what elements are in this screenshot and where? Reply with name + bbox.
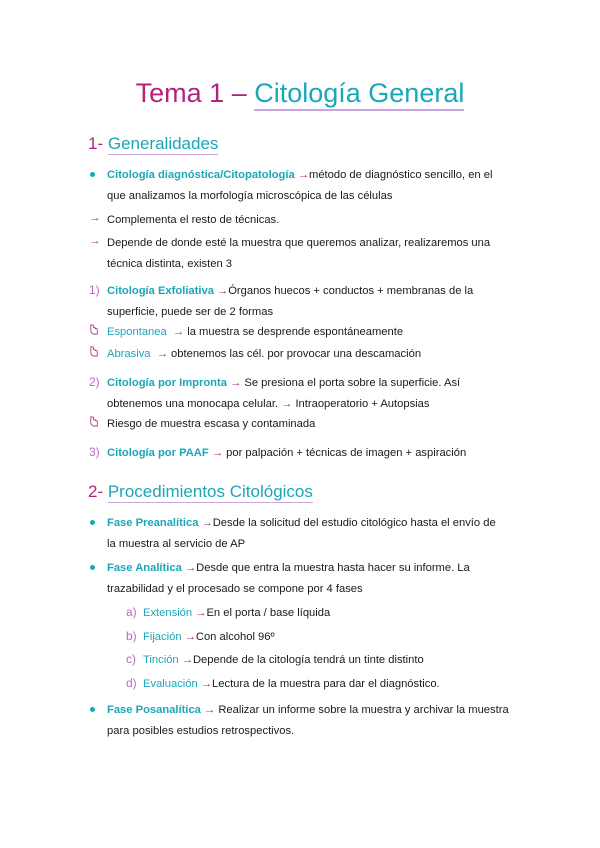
step-extension: Extensión →En el porta / base líquida [143,607,331,619]
arrow-icon: → [200,678,213,690]
hand-pointing-icon [89,416,100,427]
step-letter-b: b) [126,629,137,643]
step-evaluacion: Evaluación →Lectura de la muestra para dar el diagnóstico. [143,678,440,690]
fase-analitica-cont: trazabilidad y el procesado se compone por 4 fases [107,583,363,595]
arrow-icon: → [217,285,229,297]
arrow-icon: → [281,398,293,410]
arrow-icon: → [211,447,224,459]
exfoliativa-abrasiva: Abrasiva → obtenemos las cél. por provocar una descamación [107,348,422,360]
fase-posanalitica-cont: para posibles estudios retrospectivos. [107,725,295,737]
exfoliativa-espontanea: Espontanea → la muestra se desprende espontáneamente [107,326,404,338]
technique-exfoliativa: Citología Exfoliativa →Órganos huecos + conductos + membranas de la [107,285,474,297]
item-citologia-diagnostica-cont: que analizamos la morfología microscópica de las células [107,190,393,202]
step-letter-c: c) [126,652,136,666]
section2-number: 2- [88,482,108,501]
arrow-icon: → [201,517,213,529]
number-1: 1) [89,283,100,297]
step-tincion: Tinción →Depende de la citología tendrá un tinte distinto [143,654,424,666]
step-fijacion: Fijación →Con alcohol 96º [143,631,275,643]
fase-analitica: Fase Analítica →Desde que entra la muestra hasta hacer su informe. La [107,562,470,574]
arrow-icon: → [184,631,196,643]
fase-posanalitica: Fase Posanalítica → Realizar un informe sobre la muestra y archivar la muestra [107,704,509,716]
arrow-icon: → [184,562,197,574]
number-3: 3) [89,445,100,459]
title-main: Citología General [254,78,464,111]
technique-exfoliativa-cont: superficie, puede ser de 2 formas [107,306,274,318]
section2-heading [88,482,313,502]
arrow-icon: → [204,704,216,716]
arrow-icon: → [89,212,101,224]
arrow-line-1: Complementa el resto de técnicas. [107,214,280,226]
arrow-icon: → [230,377,242,389]
section1-title: Generalidades [107,134,219,153]
technique-paaf: Citología por PAAF → por palpación + técnicas de imagen + aspiración [107,447,467,459]
fase-preanalitica: Fase Preanalítica →Desde la solicitud del estudio citológico hasta el envío de [107,517,496,529]
step-letter-a: a) [126,605,137,619]
arrow-icon: → [89,235,101,247]
arrow-line-2: Depende de donde esté la muestra que queremos analizar, realizaremos una [107,237,491,249]
section1-heading [88,134,218,154]
title-prefix: Tema 1 – [135,78,255,108]
bullet-icon [90,707,95,712]
arrow-icon: → [169,326,185,338]
section2-title: Procedimientos Citológicos [107,482,313,501]
bullet-icon [90,172,95,177]
bullet-icon [90,565,95,570]
number-2: 2) [89,375,100,389]
technique-impronta-cont: obtenemos una monocapa celular. → Intraoperatorio + Autopsias [107,398,430,410]
fase-preanalitica-cont: la muestra al servicio de AP [107,538,246,550]
impronta-riesgo: Riesgo de muestra escasa y contaminada [107,418,316,430]
arrow-icon: → [153,348,168,360]
arrow-line-2-cont: técnica distinta, existen 3 [107,258,232,270]
technique-impronta: Citología por Impronta → Se presiona el porta sobre la superficie. Así [107,377,461,389]
arrow-icon: → [195,607,207,619]
item-citologia-diagnostica: Citología diagnóstica/Citopatología →método de diagnóstico sencillo, en el [107,169,493,181]
step-letter-d: d) [126,676,137,690]
hand-pointing-icon [89,346,100,357]
bullet-icon [90,520,95,525]
section1-number: 1- [88,134,108,153]
arrow-icon: → [297,169,309,181]
page-title [0,78,600,109]
arrow-icon: → [181,654,193,666]
hand-pointing-icon [89,324,100,335]
